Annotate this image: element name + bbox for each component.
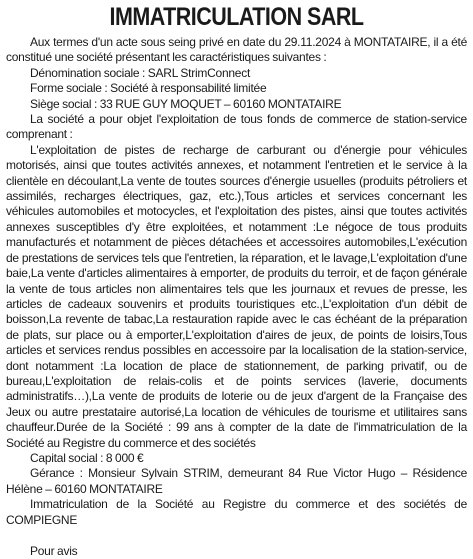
capital-line: Capital social : 8 000 € <box>30 450 144 465</box>
closing-line: Pour avis <box>30 544 78 558</box>
siege-line: Siège social : 33 RUE GUY MOQUET – 60160 MONTATAIRE <box>30 96 342 111</box>
legal-notice <box>6 2 467 559</box>
notice-body <box>6 35 467 559</box>
intro-paragraph: Aux termes d'un acte sous seing privé en date du 29.11.2024 à MONTATAIRE, il a été constitué une société présentant les caractéristiques suivantes : <box>6 35 467 65</box>
gerance-paragraph: Gérance : Monsieur Sylvain STRIM, demeurant 84 Rue Victor Hugo – Résidence Hélène – 60160 MONTATAIRE <box>6 466 467 496</box>
notice-title: IMMATRICULATION SARL <box>109 3 364 31</box>
immatriculation-paragraph: Immatriculation de la Société au Registre du commerce et des sociétés de COMPIEGNE <box>6 497 467 527</box>
denomination-line: Dénomination sociale : SARL StrimConnect <box>30 65 251 80</box>
objet-detail-paragraph: L'exploitation de pistes de recharge de carburant ou d'énergie pour véhicules motorisés, ainsi que toutes activités annexes, et notamment l'entretien et le service à la clientèle en découlant,La vente de toutes sources d'énergie usuelles (produits pétroliers et assimilés, recharges électriques, gaz, etc.),Tous articles et services concernant les véhicules automobiles et motocycles, et l'exploitation des pistes, ainsi que toutes activités annexes susceptibles d'y être exploitées, et notamment :Le négoce de tous produits manufacturés et notamment de pièces détachées et accessoires automobiles,L'exécution de prestations de services tels que l'entretien, la réparation, et le lavage,L'exploitation d'une baie,La vente d'articles alimentaires à emporter, de produits du terroir, et de façon générale la vente de tous articles non alimentaires tels que les journaux et revues de presse, les articles de cadeaux souvenirs et produits touristiques etc.,L'exploitation d'un débit de boisson,La revente de tabac,La restauration rapide avec le cas échéant de la préparation de plats, sur place ou à emporter,L'exploitation d'aires de jeux, de points de loisirs,Tous articles et services rendus possibles en accessoire par la localisation de la station-service, dont notamment :La location de place de stationnement, de parking privatif, ou de bureau,L'exploitation de relais-colis et de points services (laverie, documents administratifs…),La vente de produits de loterie ou de jeux d'argent de la Française des Jeux ou autre prestataire autorisé,La location de véhicules de tourisme et utilitaires sans chauffeur.Durée de la Société : 99 ans à compter de la date de l'immatriculation de la Société au Registre du commerce et des sociétés <box>6 142 467 450</box>
forme-line: Forme sociale : Société à responsabilité limitée <box>30 81 267 96</box>
objet-intro-paragraph: La société a pour objet l'exploitation de tous fonds de commerce de station-service comprenant : <box>6 112 467 142</box>
spacer <box>6 528 467 544</box>
